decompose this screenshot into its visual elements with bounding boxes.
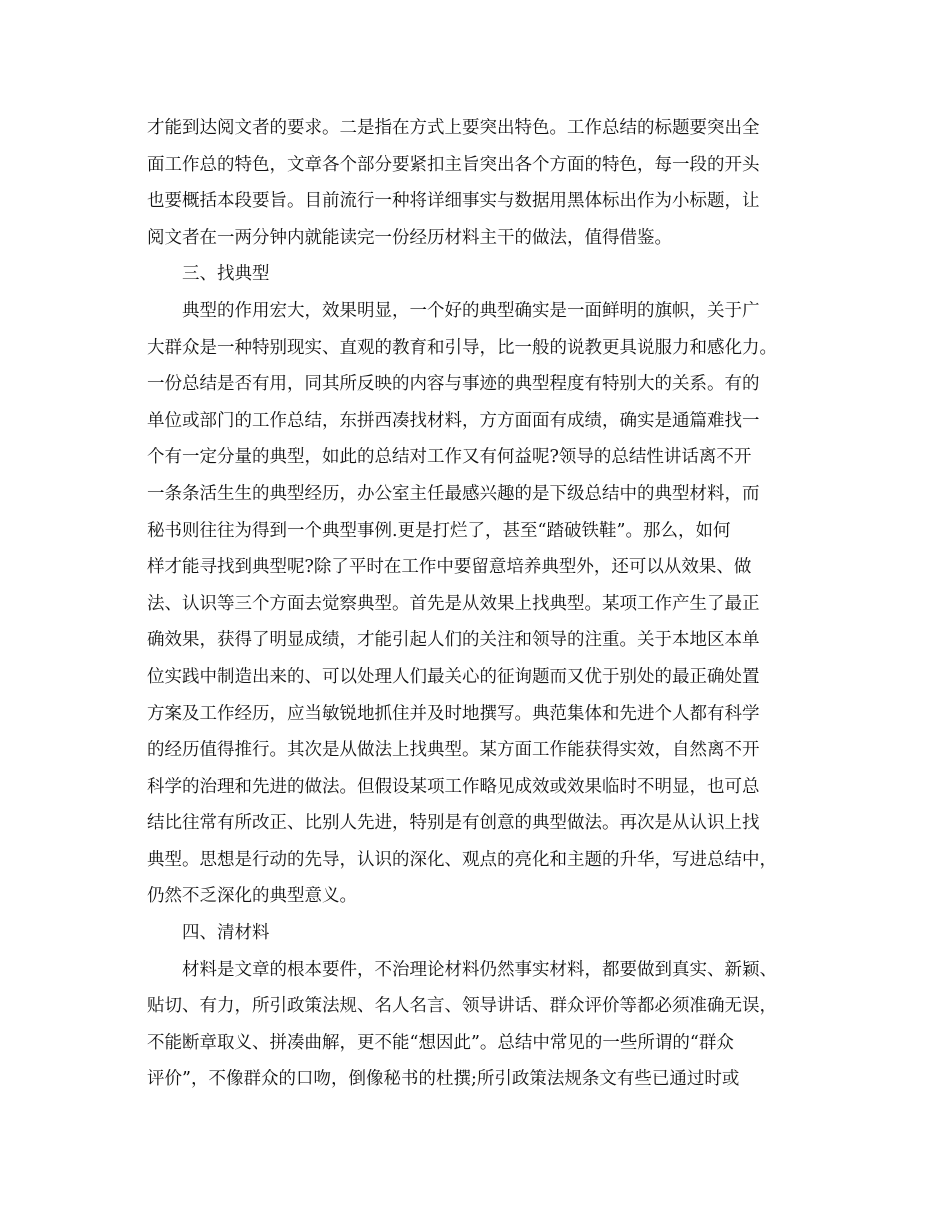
text-line: 典型的作用宏大，效果明显，一个好的典型确实是一面鲜明的旗帜，关于广 — [182, 300, 760, 321]
text-line: 确效果，获得了明显成绩，才能引起人们的关注和领导的注重。关于本地区本单 — [147, 630, 760, 651]
text-line: 位实践中制造出来的、可以处理人们最关心的征询题而又优于别处的最正确处置 — [147, 666, 760, 687]
text-line: 材料是文章的根本要件，不治理论材料仍然事实材料，都要做到真实、新颖、 — [182, 959, 777, 980]
text-line: 也要概括本段要旨。目前流行一种将详细事实与数据用黑体标出作为小标题，让 — [147, 191, 760, 212]
text-line: 典型。思想是行动的先导，认识的深化、观点的亮化和主题的升华，写进总结中， — [147, 849, 777, 870]
text-line: 大群众是一种特别现实、直观的教育和引导，比一般的说教更具说服力和感化力。 — [147, 337, 777, 358]
text-line: 的经历值得推行。其次是从做法上找典型。某方面工作能获得实效，自然离不开 — [147, 740, 760, 761]
text-line: 才能到达阅文者的要求。二是指在方式上要突出特色。工作总结的标题要突出全 — [147, 118, 760, 138]
text-line: 秘书则往往为得到一个典型事例.更是打烂了，甚至“踏破铁鞋”。那么，如何 — [147, 520, 731, 541]
body-text — [147, 110, 807, 1098]
text-line: 方案及工作经历，应当敏锐地抓住并及时地撰写。典范集体和先进个人都有科学 — [147, 703, 760, 724]
text-line: 面工作总的特色，文章各个部分要紧扣主旨突出各个方面的特色，每一段的开头 — [147, 154, 760, 175]
text-line: 科学的治理和先进的做法。但假设某项工作略见成效或效果临时不明显，也可总 — [147, 776, 760, 797]
text-line: 仍然不乏深化的典型意义。 — [147, 886, 357, 907]
text-line: 结比往常有所改正、比别人先进，特别是有创意的典型做法。再次是从认识上找 — [147, 813, 760, 834]
text-line: 评价”，不像群众的口吻，倒像秘书的杜撰;所引政策法规条文有些已通过时或 — [147, 1069, 740, 1090]
text-line: 单位或部门的工作总结，东拼西凑找材料，方方面面有成绩，确实是通篇难找一 — [147, 410, 760, 431]
text-line: 不能断章取义、拼凑曲解，更不能“想因此”。总结中常见的一些所谓的“群众 — [147, 1032, 734, 1053]
text-line: 一份总结是否有用，同其所反映的内容与事迹的典型程度有特别大的关系。有的 — [147, 374, 760, 395]
text-line: 样才能寻找到典型呢?除了平时在工作中要留意培养典型外，还可以从效果、做 — [147, 557, 752, 578]
text-line: 阅文者在一两分钟内就能读完一份经历材料主干的做法，值得借鉴。 — [147, 227, 672, 248]
text-line: 一条条活生生的典型经历，办公室主任最感兴趣的是下级总结中的典型材料，而 — [147, 483, 760, 504]
text-line: 三、找典型 — [182, 264, 270, 285]
text-line: 个有一定分量的典型，如此的总结对工作又有何益呢?领导的总结性讲话离不开 — [147, 447, 752, 468]
text-line: 贴切、有力，所引政策法规、名人名言、领导讲话、群众评价等都必须准确无误， — [147, 996, 777, 1017]
text-line: 法、认识等三个方面去觉察典型。首先是从效果上找典型。某项工作产生了最正 — [147, 593, 760, 614]
text-line: 四、清材料 — [182, 923, 270, 944]
